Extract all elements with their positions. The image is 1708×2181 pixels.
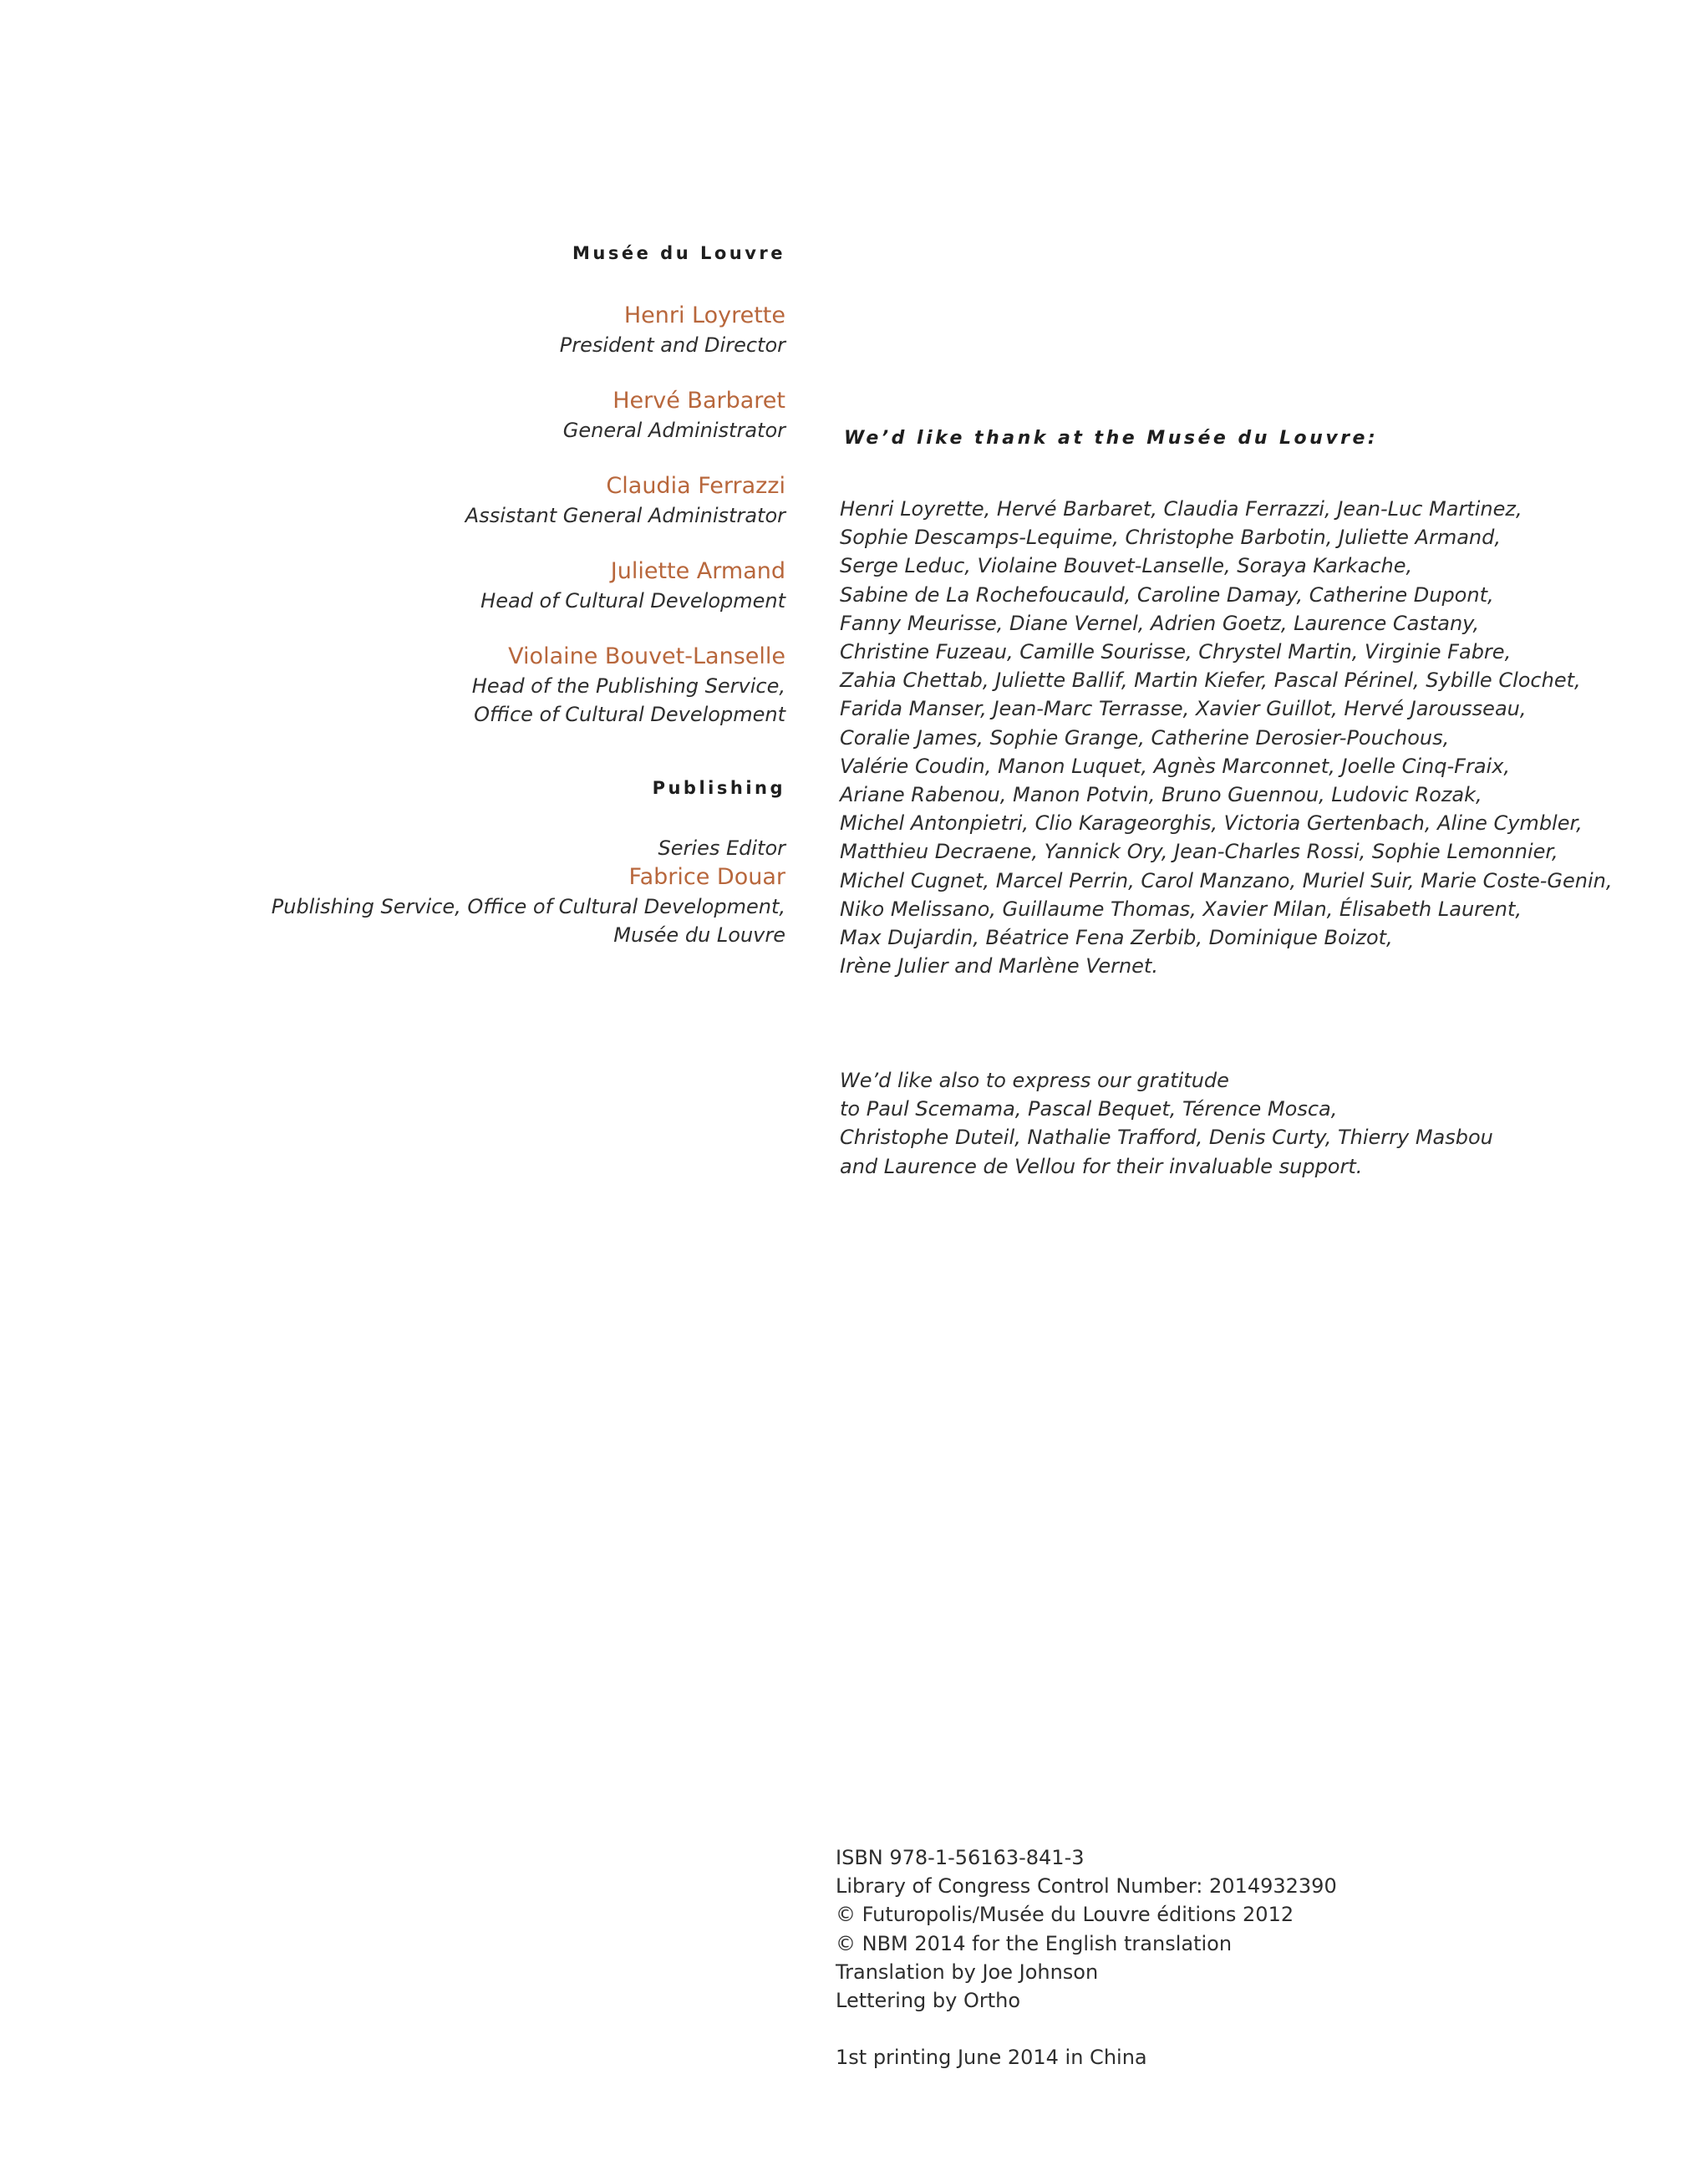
thanks-line: Valérie Coudin, Manon Luquet, Agnès Marconnet, Joelle Cinq-Fraix,: [840, 754, 1511, 778]
thanks-line: Irène Julier and Marlène Vernet.: [840, 954, 1158, 979]
thanks-line: Michel Cugnet, Marcel Perrin, Carol Manzano, Muriel Suir, Marie Coste-Genin,: [840, 868, 1613, 892]
thanks-list: [840, 495, 1684, 980]
thanks-line: Coralie James, Sophie Grange, Catherine Derosier-Pouchous,: [840, 725, 1450, 750]
staff-entry: [201, 301, 785, 359]
thanks-line: Henri Loyrette, Hervé Barbaret, Claudia Ferrazzi, Jean-Luc Martinez,: [840, 497, 1522, 521]
thanks-line: Niko Melissano, Guillaume Thomas, Xavier Milan, Élisabeth Laurent,: [840, 897, 1522, 921]
thanks-line: Farida Manser, Jean-Marc Terrasse, Xavier Guillot, Hervé Jarousseau,: [840, 697, 1527, 721]
staff-entry: [201, 386, 785, 445]
staff-list: [201, 301, 785, 729]
thanks-line: Sophie Descamps-Lequime, Christophe Barbotin, Juliette Armand,: [840, 526, 1502, 550]
staff-entry: [201, 557, 785, 615]
series-editor-affiliation: Publishing Service, Office of Cultural Development, Musée du Louvre: [271, 895, 785, 947]
lettering-credit: Lettering by Ortho: [836, 1989, 1021, 2013]
staff-role: Assistant General Administrator: [465, 504, 785, 527]
series-editor-block: [201, 834, 785, 949]
thanks-heading: We’d like thank at the Musée du Louvre:: [844, 428, 1379, 449]
gratitude-line: and Laurence de Vellou for their invaluable support.: [840, 1154, 1363, 1178]
isbn: ISBN 978-1-56163-841-3: [836, 1846, 1085, 1869]
thanks-line: Matthieu Decraene, Yannick Ory, Jean-Charles Rossi, Sophie Lemonnier,: [840, 840, 1558, 864]
thanks-line: Sabine de La Rochefoucauld, Caroline Damay, Catherine Dupont,: [840, 582, 1494, 607]
staff-role: President and Director: [559, 333, 785, 357]
series-editor-title: Series Editor: [658, 836, 785, 860]
staff-name: Violaine Bouvet-Lanselle: [508, 643, 785, 669]
printing-info: 1st printing June 2014 in China: [836, 2046, 1147, 2070]
staff-entry: [201, 642, 785, 729]
staff-role: Head of Cultural Development: [480, 589, 785, 613]
gratitude-line: Christophe Duteil, Nathalie Trafford, Denis Curty, Thierry Masbou: [840, 1126, 1493, 1150]
staff-name: Henri Loyrette: [623, 302, 785, 328]
louvre-heading: Musée du Louvre: [572, 243, 785, 263]
publishing-heading: Publishing: [652, 778, 785, 798]
colophon: [836, 1843, 1588, 2072]
staff-entry: [201, 471, 785, 530]
copyright-original: © Futuropolis/Musée du Louvre éditions 2012: [836, 1903, 1294, 1927]
series-editor-name: Fabrice Douar: [628, 864, 785, 890]
staff-name: Hervé Barbaret: [613, 388, 785, 414]
thanks-line: Christine Fuzeau, Camille Sourisse, Chrystel Martin, Virginie Fabre,: [840, 640, 1512, 664]
thanks-line: Ariane Rabenou, Manon Potvin, Bruno Guennou, Ludovic Rozak,: [840, 783, 1482, 807]
thanks-line: Max Dujardin, Béatrice Fena Zerbib, Dominique Boizot,: [840, 926, 1393, 950]
copyright-translation: © NBM 2014 for the English translation: [836, 1931, 1233, 1955]
translation-credit: Translation by Joe Johnson: [836, 1960, 1099, 1984]
staff-column: [201, 241, 785, 949]
thanks-line: Zahia Chettab, Juliette Ballif, Martin Kiefer, Pascal Périnel, Sybille Clochet,: [840, 669, 1581, 693]
staff-role: General Administrator: [562, 419, 785, 442]
gratitude-paragraph: [840, 1066, 1684, 1181]
staff-name: Claudia Ferrazzi: [606, 473, 785, 499]
staff-role: Head of the Publishing Service, Office of Cultural Development: [471, 674, 785, 726]
thanks-line: Serge Leduc, Violaine Bouvet-Lanselle, Soraya Karkache,: [840, 554, 1413, 578]
gratitude-line: We’d like also to express our gratitude: [840, 1069, 1229, 1092]
gratitude-line: to Paul Scemama, Pascal Bequet, Térence Mosca,: [840, 1097, 1338, 1121]
thanks-line: Fanny Meurisse, Diane Vernel, Adrien Goetz, Laurence Castany,: [840, 611, 1480, 635]
thanks-line: Michel Antonpietri, Clio Karageorghis, Victoria Gertenbach, Aline Cymbler,: [840, 811, 1583, 836]
staff-name: Juliette Armand: [610, 558, 785, 584]
lccn: Library of Congress Control Number: 2014932390: [836, 1874, 1337, 1899]
